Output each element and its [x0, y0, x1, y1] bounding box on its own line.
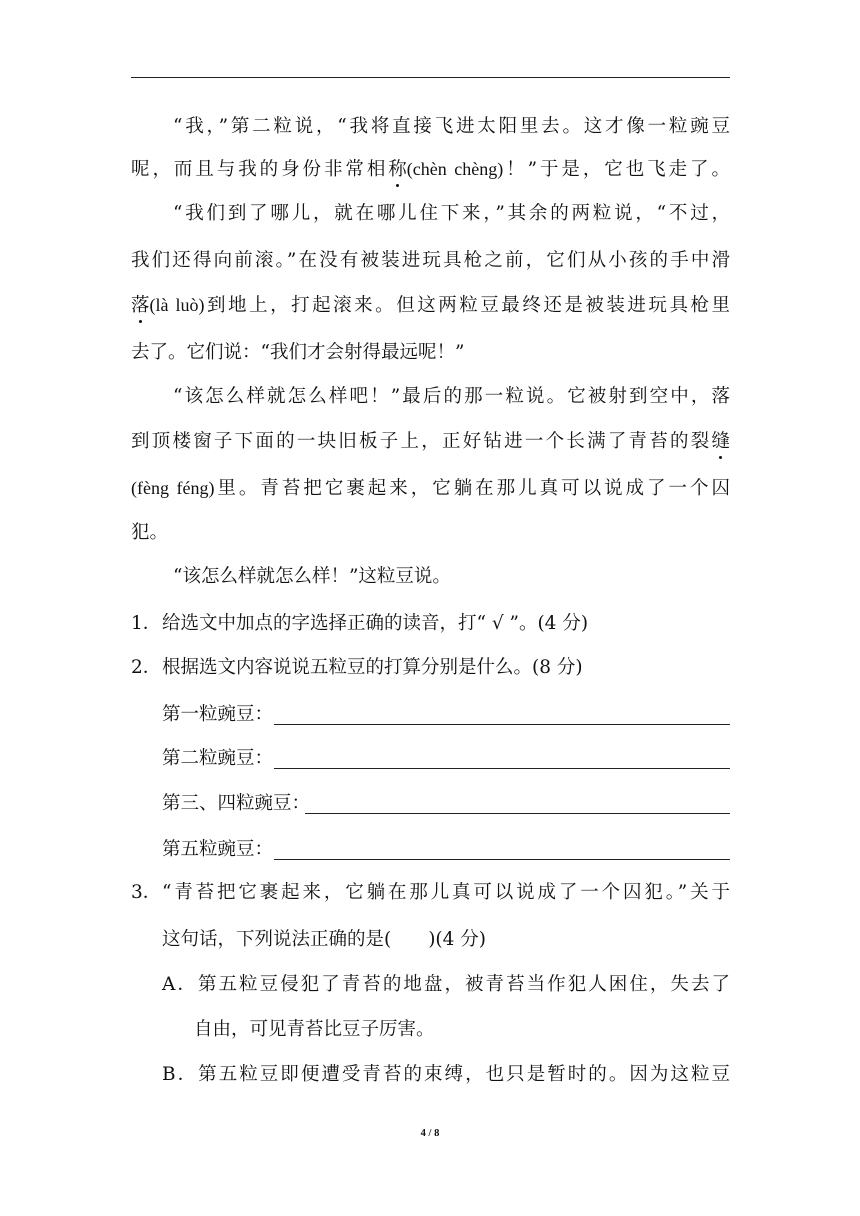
question-text: “青苔把它裹起来，它躺在那儿真可以说成了一个囚犯。”关于	[162, 882, 730, 903]
passage-line: “该怎么样就怎么样吧！”最后的那一粒说。它被射到空中，落	[173, 386, 730, 407]
answer-label: 第三、四粒豌豆：	[162, 793, 311, 814]
answer-blank-4[interactable]	[274, 859, 730, 860]
answer-label: 第二粒豌豆：	[162, 748, 274, 769]
answer-blank-3[interactable]	[305, 813, 730, 814]
passage-line: “该怎么样就怎么样！”这粒豆说。	[173, 566, 451, 587]
question-text: 给选文中加点的字选择正确的读音，打“ √ ”。(4 分)	[162, 613, 589, 634]
pinyin-options: (chèn chèng)	[406, 159, 504, 179]
passage-text: 呢，而且与我的身份非常相	[131, 159, 389, 180]
dotted-character: 落	[131, 292, 150, 320]
answer-blank-2[interactable]	[274, 768, 730, 769]
passage-text: 里。青苔把它裹起来，它躺在那儿真可以说成了一个囚	[214, 478, 730, 499]
question-number: 3．	[131, 882, 162, 903]
pinyin-options: (fèng féng)	[131, 478, 215, 498]
answer-blank-1[interactable]	[274, 724, 730, 725]
question-text: 这句话，下列说法正确的是( )(4 分)	[162, 929, 487, 950]
question-number: 2．	[131, 657, 162, 678]
page-number: 4 / 8	[420, 1128, 440, 1139]
passage-text: ！”于是，它也飞走了。	[503, 159, 730, 180]
passage-line	[131, 474, 730, 503]
passage-line: 犯。	[131, 522, 169, 543]
passage-line	[131, 291, 730, 320]
dotted-character: 缝	[711, 428, 730, 456]
passage-line: 我们还得向前滚。”在没有被装进玩具枪之前，它们从小孩的手中滑	[131, 250, 730, 271]
passage-line	[131, 428, 730, 456]
passage-line: 去了。它们说：“我们才会射得最远呢！”	[131, 342, 465, 363]
answer-label: 第五粒豌豆：	[162, 839, 274, 860]
passage-text: 到地上，打起滚来。但这两粒豆最终还是被装进玩具枪里	[204, 295, 730, 316]
option-a[interactable]: A．第五粒豆侵犯了青苔的地盘，被青苔当作犯人困住，失去了	[162, 974, 730, 995]
header-rule	[131, 77, 730, 78]
option-a-continued: 自由，可见青苔比豆子厉害。	[194, 1019, 435, 1040]
answer-label: 第一粒豌豆：	[162, 704, 274, 725]
pinyin-options: (là luò)	[149, 295, 205, 315]
passage-line	[131, 155, 730, 184]
question-number: 1．	[131, 613, 162, 634]
passage-text: 到顶楼窗子下面的一块旧板子上，正好钻进一个长满了青苔的裂	[131, 431, 712, 452]
dotted-character: 称	[388, 156, 407, 184]
question-text: 根据选文内容说说五粒豆的打算分别是什么。(8 分)	[162, 657, 583, 678]
passage-line: “我，”第二粒说，“我将直接飞进太阳里去。这才像一粒豌豆	[173, 116, 730, 137]
option-b[interactable]: B．第五粒豆即便遭受青苔的束缚，也只是暂时的。因为这粒豆	[162, 1064, 730, 1085]
passage-line: “我们到了哪儿，就在哪儿住下来，”其余的两粒说，“不过，	[173, 203, 730, 224]
